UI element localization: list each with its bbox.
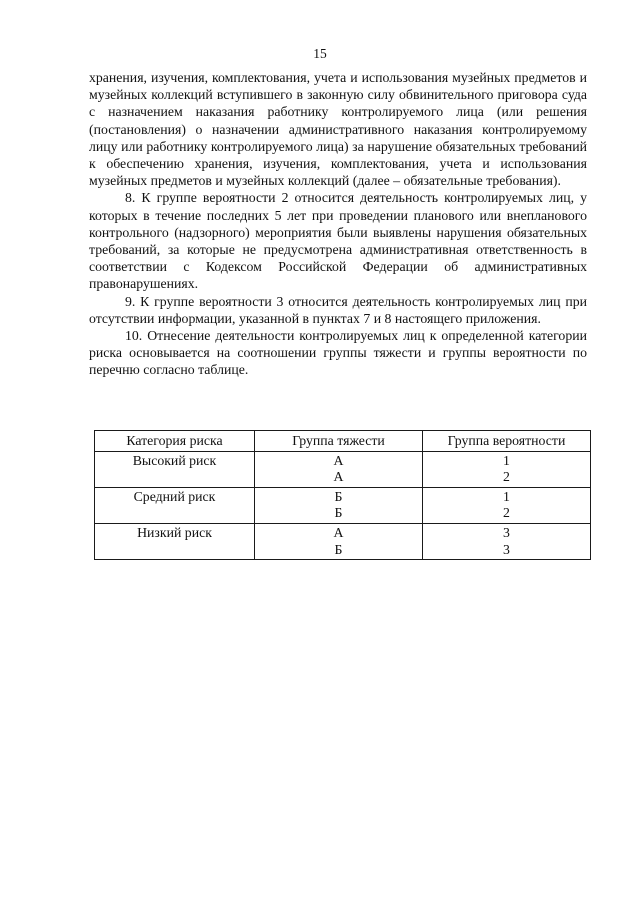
cell-probability-group xyxy=(423,487,591,523)
probability-value: 1 xyxy=(503,452,510,468)
risk-category-table xyxy=(94,430,591,560)
cell-severity-group xyxy=(255,451,423,487)
severity-value: А xyxy=(333,452,344,468)
probability-value: 3 xyxy=(503,524,510,540)
cell-probability-group xyxy=(423,451,591,487)
probability-value: 3 xyxy=(503,541,510,557)
table-header-row xyxy=(95,431,591,452)
table-row xyxy=(95,487,591,523)
paragraph-continuation: хранения, изучения, комплектования, учета и использования музейных предметов и музейных коллекций вступившего в законную силу обвинительного приговора суда с назначением наказания работнику контролируемого лица (или решения (постановления) о назначении административного наказания контролируемому лицу или работнику контролируемого лица) за нарушение обязательных требований к обеспечению хранения, изучения, комплектования, учета и использования музейных предметов и музейных коллекций (далее – обязательные требования). xyxy=(89,70,587,189)
header-risk-category: Категория риска xyxy=(95,431,255,452)
page-number: 15 xyxy=(313,46,327,61)
probability-value: 1 xyxy=(503,488,510,504)
header-probability-group: Группа вероятности xyxy=(423,431,591,452)
table-row xyxy=(95,451,591,487)
severity-value: Б xyxy=(334,505,343,521)
paragraph-item-10: 10. Отнесение деятельности контролируемых лиц к определенной категории риска основывается на соотношении группы тяжести и группы вероятности по перечню согласно таблице. xyxy=(89,328,587,378)
header-severity-group: Группа тяжести xyxy=(255,431,423,452)
severity-value: А xyxy=(333,469,344,485)
probability-value: 2 xyxy=(503,505,510,521)
cell-severity-group xyxy=(255,487,423,523)
paragraph-item-8: 8. К группе вероятности 2 относится деятельность контролируемых лиц, у которых в течение последних 5 лет при проведении планового или внепланового контрольного (надзорного) мероприятия были выявлены нарушения обязательных требований, за которые не предусмотрена административная ответственность в соответствии с Кодексом Российской Федерации об административных правонарушениях. xyxy=(89,190,587,292)
probability-value: 2 xyxy=(503,469,510,485)
table-row xyxy=(95,523,591,559)
severity-value: А xyxy=(333,524,344,540)
cell-risk-category: Средний риск xyxy=(95,487,255,523)
severity-value: Б xyxy=(334,541,343,557)
cell-severity-group xyxy=(255,523,423,559)
cell-probability-group xyxy=(423,523,591,559)
cell-risk-category: Низкий риск xyxy=(95,523,255,559)
cell-risk-category: Высокий риск xyxy=(95,451,255,487)
document-body xyxy=(89,69,587,379)
severity-value: Б xyxy=(334,488,343,504)
paragraph-item-9: 9. К группе вероятности 3 относится деятельность контролируемых лиц при отсутствии информации, указанной в пунктах 7 и 8 настоящего приложения. xyxy=(89,293,587,326)
